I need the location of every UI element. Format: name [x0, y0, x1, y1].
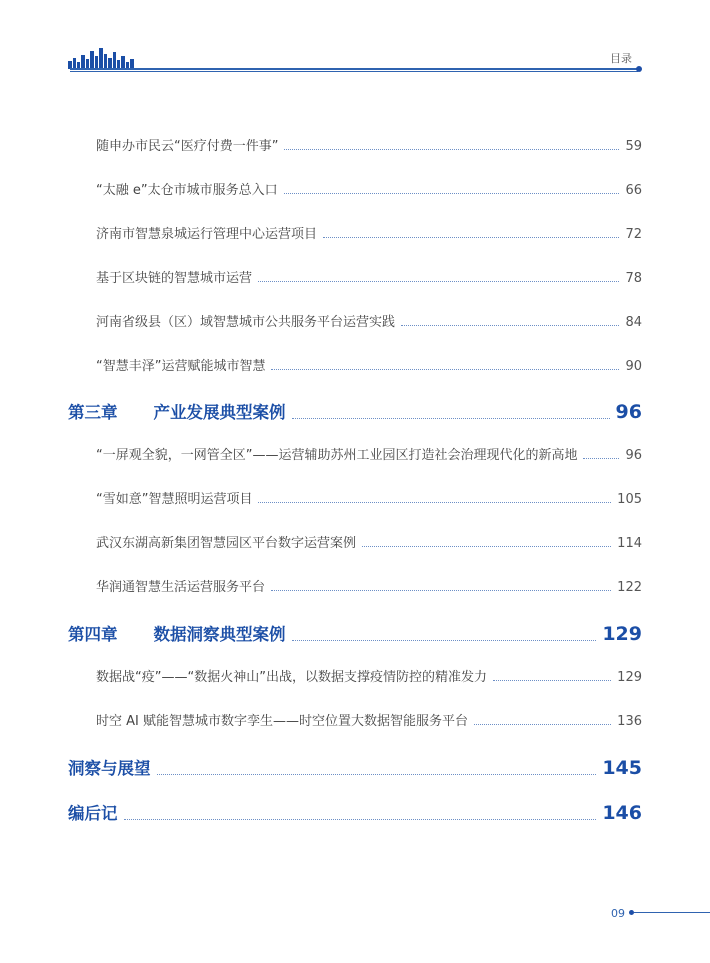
chapter-number: 第三章	[68, 403, 118, 422]
toc-page-number: 78	[625, 271, 642, 286]
dot-leader	[284, 192, 620, 194]
toc-title: “雪如意”智慧照明运营项目	[96, 492, 253, 507]
toc-title: 济南市智慧泉城运行管理中心运营项目	[96, 227, 318, 242]
dot-leader	[474, 723, 611, 725]
toc-entry[interactable]	[96, 444, 642, 463]
toc-page-number: 59	[625, 139, 642, 154]
toc-page-number: 96	[625, 448, 642, 463]
city-skyline-icon	[68, 47, 136, 69]
dot-leader	[583, 457, 619, 459]
chapter-number: 第四章	[68, 625, 118, 644]
toc-title: “一屏观全貌，一网管全区”——运营辅助苏州工业园区打造社会治理现代化的新高地	[96, 448, 578, 463]
toc-entry[interactable]	[96, 576, 642, 595]
toc-page-number: 114	[617, 536, 642, 551]
header-divider-thin	[70, 71, 638, 72]
page-number: 09	[611, 907, 625, 920]
toc-entry[interactable]	[96, 179, 642, 198]
toc-page-number: 145	[602, 757, 642, 779]
toc-page-number: 122	[617, 580, 642, 595]
dot-leader	[124, 818, 597, 820]
toc-page-number: 146	[602, 802, 642, 824]
toc-page-number: 136	[617, 714, 642, 729]
header-divider	[70, 68, 638, 70]
dot-leader	[323, 236, 619, 238]
footer-divider	[634, 912, 710, 913]
header-dot-icon	[636, 66, 642, 72]
toc-title: 武汉东湖高新集团智慧园区平台数字运营案例	[96, 536, 357, 551]
toc-entry[interactable]	[96, 532, 642, 551]
toc-title: 随申办市民云“医疗付费一件事”	[96, 139, 279, 154]
toc-title: “太融 e”太仓市城市服务总入口	[96, 183, 278, 198]
toc-chapter[interactable]	[68, 399, 642, 423]
dot-leader	[271, 368, 619, 370]
toc-title: 产业发展典型案例	[153, 403, 286, 422]
toc-entry[interactable]	[96, 223, 642, 242]
dot-leader	[271, 589, 611, 591]
toc-title: 基于区块链的智慧城市运营	[96, 271, 253, 286]
toc-page-number: 129	[602, 623, 642, 645]
dot-leader	[258, 501, 611, 503]
dot-leader	[284, 148, 619, 150]
dot-leader	[157, 773, 597, 775]
page-title: 目录	[610, 52, 632, 65]
dot-leader	[292, 639, 597, 641]
toc-page-number: 72	[625, 227, 642, 242]
toc-title: 编后记	[68, 804, 118, 823]
toc-entry[interactable]	[96, 488, 642, 507]
dot-leader	[401, 324, 619, 326]
toc-chapter[interactable]	[68, 621, 642, 645]
toc-title: 数据洞察典型案例	[153, 625, 286, 644]
page-header	[0, 0, 710, 80]
toc-page-number: 96	[615, 401, 642, 423]
toc-page-number: 90	[625, 359, 642, 374]
toc-page-number: 105	[617, 492, 642, 507]
toc-page-number: 66	[625, 183, 642, 198]
toc-page-number: 84	[625, 315, 642, 330]
toc-title: 时空 AI 赋能智慧城市数字孪生——时空位置大数据智能服务平台	[96, 714, 468, 729]
toc-entry[interactable]	[96, 135, 642, 154]
toc-entry[interactable]	[96, 355, 642, 374]
toc-title: 数据战“疫”——“数据火神山”出战，以数据支撑疫情防控的精准发力	[96, 670, 487, 685]
toc-title: 河南省级县（区）域智慧城市公共服务平台运营实践	[96, 315, 396, 330]
toc-title: 洞察与展望	[68, 759, 151, 778]
dot-leader	[292, 417, 610, 419]
toc-entry[interactable]	[96, 267, 642, 286]
toc-entry[interactable]	[96, 710, 642, 729]
toc-title: 华润通智慧生活运营服务平台	[96, 580, 266, 595]
toc-title: “智慧丰泽”运营赋能城市智慧	[96, 359, 266, 374]
toc-entry[interactable]	[96, 666, 642, 685]
dot-leader	[493, 679, 611, 681]
toc-chapter[interactable]	[68, 800, 642, 824]
toc-page-number: 129	[617, 670, 642, 685]
dot-leader	[258, 280, 619, 282]
dot-leader	[362, 545, 611, 547]
toc-chapter[interactable]	[68, 755, 642, 779]
toc-entry[interactable]	[96, 311, 642, 330]
